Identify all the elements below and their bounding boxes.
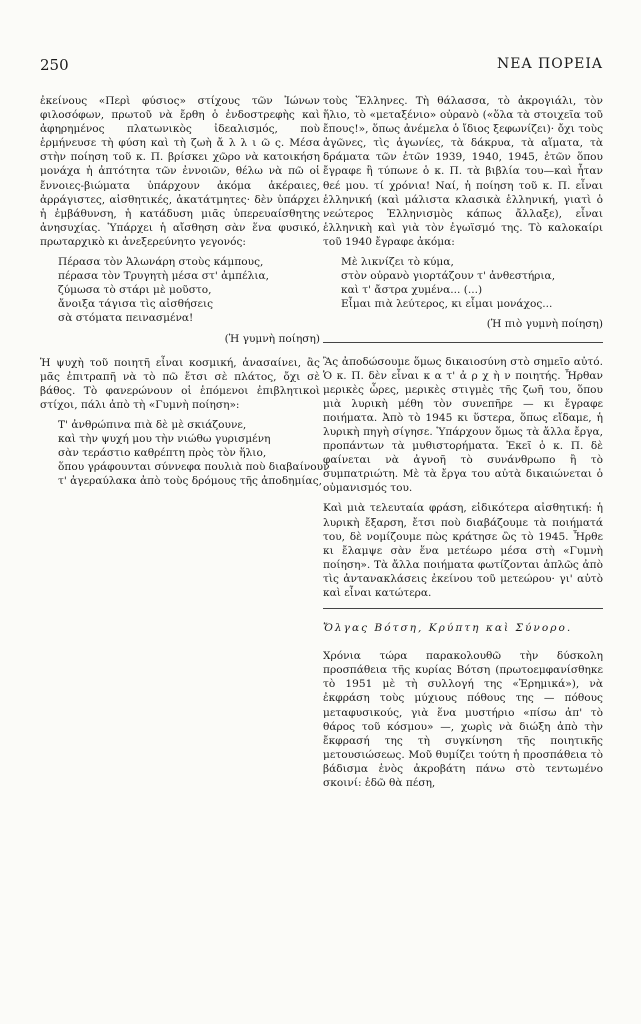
poem-line: ἄνοιξα τάγισα τὶς αἰσθήσεις bbox=[58, 298, 214, 311]
paragraph: Ἂς ἀποδώσουμε ὅμως δικαιοσύνη στὸ σημεῖο αὐτό. Ὁ κ. Π. δὲν εἶναι κ α τ' ἀ ρ χ ὴ ν ποιητής. Ἦρθαν μερικὲς ὧρες, μερικὲς στιγμὲς τῆς ζωῆ του, ὅπου μιὰ λυρικὴ μέθη τὸν συνεπῆρε — κι ἔγραφε ποιήματα. Ἀπὸ τὸ 1945 κι ὕστερα, ὅπως εἴδαμε, ἡ λυρικὴ πηγὴ σίγησε. Ὑπάρχουν ὅμως τὰ ἄλλα ἔργα, προπάντων τὰ μυθιστορήματα. Ἐκεῖ ὁ κ. Π. δὲ φαίνεται νὰ ἀγνοῆ τὸ συνάνθρωπο ἢ τὸ συμπατριώτη. Μὲ τὰ ἔργα του αὐτὰ δικαιώνεται ὁ οὑμανισμός του. bbox=[323, 355, 603, 495]
paragraph: Ἡ ψυχὴ τοῦ ποιητῆ εἶναι κοσμική, ἀνασαίνει, ἂς μᾶς ἐπιτραπῆ νὰ τὸ πῶ ἔτσι σὲ πλάτος, ὄχι σὲ βάθος. Τὸ φανερώνουν οἱ ἑπόμενοι ἐπιβλητικοὶ στίχοι, πάλι ἀπὸ τὴ «Γυμνὴ ποίηση»: bbox=[40, 356, 320, 411]
running-header bbox=[40, 56, 603, 78]
left-column bbox=[40, 94, 330, 494]
poem-line: στὸν οὐρανὸ γιορτάζουν τ' ἀνθεστήρια, bbox=[341, 270, 556, 283]
poem-line: καὶ τὴν ψυχή μου τὴν νιώθω γυρισμένη bbox=[58, 433, 271, 446]
poem-line: καὶ τ' ἄστρα χυμένα... (...) bbox=[341, 284, 483, 297]
poem-line: Μὲ λικνίζει τὸ κύμα, bbox=[341, 256, 454, 269]
divider bbox=[323, 608, 603, 609]
paragraph: Καὶ μιὰ τελευταία φράση, εἰδικότερα αἰσθητική: ἡ λυρικὴ ἔξαρση, ἔτσι ποὺ διαβάζουμε τὰ ποιήματά του, δὲ νομίζουμε πὼς κράτησε ὣς τὸ 1945. Ἦρθε κι ἔλαμψε σὰν ἕνα μετέωρο μέσα στὴ «Γυμνὴ ποίηση». Τὰ ἄλλα ποιήματα φωτίζονται ἁπλῶς ἀπὸ τὶς ἀντανακλάσεις ἐκείνου τοῦ μετεώρου· γι' αὐτὸ καὶ εἶναι κατώτερα. bbox=[323, 502, 603, 599]
poem-line: τ' ἀγεραύλακα ἀπὸ τοὺς δρόμους τῆς ἀποδημίας, bbox=[58, 475, 322, 488]
poem-line: σὰ στόματα πεινασμένα! bbox=[58, 312, 194, 325]
poem-line: Τ' ἀνθρώπινα πιὰ δὲ μὲ σκιάζουνε, bbox=[58, 418, 247, 431]
divider bbox=[323, 342, 603, 343]
poem-line: Πέρασα τὸν Ἁλωνάρη στοὺς κάμπους, bbox=[58, 256, 264, 269]
poem-excerpt bbox=[58, 255, 320, 325]
page-number: 250 bbox=[40, 56, 69, 74]
poem-excerpt bbox=[341, 255, 603, 311]
poem-line: Εἶμαι πιὰ λεύτερος, κι εἶμαι μονάχος... bbox=[341, 298, 553, 311]
review-title: Ὄλγας Βότση, Κρύπτη καὶ Σύνορο. bbox=[323, 622, 573, 635]
poem-source: (Ἡ πιὸ γυμνὴ ποίηση) bbox=[486, 318, 603, 331]
poem-excerpt bbox=[58, 418, 330, 488]
paragraph: Χρόνια τώρα παρακολουθῶ τὴν δύσκολη προσπάθεια τῆς κυρίας Βότση (πρωτοεμφανίσθηκε τὸ 1951 μὲ τὴ συλλογή της «Ἐρημικά»), νὰ ἐκφράση τοὺς μύχιους πόθους της — πόθους μεταφυσικούς, γιὰ ἕνα μυστήριο «πίσω ἀπ' τὸ θάρος τοῦ κόσμου» —, χωρὶς νὰ διώξη ἀπὸ τὴν ἔκφρασή της τὴ συγκίνηση τῆς ποιητικῆς μετουσιώσεως. Μοῦ θυμίζει τούτη ἡ προσπάθεια τὸ βάδισμα ἑνὸς ἀκροβάτη πάνω στὸ τεντωμένο σκοινί: ἐδῶ θὰ πέση, bbox=[323, 650, 603, 790]
paragraph: τοὺς Ἕλληνες. Τὴ θάλασσα, τὸ ἀκρογιάλι, τὸν ἥλιο, τὸ «μεταξένιο» οὐρανὸ («ὅλα τὰ στοιχεῖα τοῦ ἔπους!», ὅπως ἀνέμελα ὁ ἴδιος ξεφωνίζει)· ὄχι τοὺς ἀγῶνες, τὶς ἀγωνίες, τὰ δάκρυα, τὰ αἵματα, τὰ δράματα τῶν ἐτῶν 1939, 1940, 1945, ἐτῶν ὅπου ἔγραφε ἢ τύπωνε ὁ κ. Π. τὰ βιβλία του—καὶ ἦταν θεέ μου. τί χρόνια! Ναί, ἡ ποίηση τοῦ κ. Π. εἶναι ἑλληνική (καὶ μάλιστα κλασικὰ ἑλληνική, γιατὶ ὁ νεώτερος Ἑλληνισμὸς κάπως ἄλλαξε), εἶναι ἑλληνικὴ καὶ γιὰ τὸν ἐγωϊσμό της. Τὸ καλοκαίρι τοῦ 1940 ἔγραφε ἀκόμα: bbox=[323, 95, 603, 248]
journal-title: ΝΕΑ ΠΟΡΕΙΑ bbox=[497, 56, 603, 72]
paragraph: ἐκείνους «Περὶ φύσιος» στίχους τῶν Ἰώνων φιλοσόφων, πρωτοῦ νὰ ἔρθη ὁ ἐνδοστρεφὴς καὶ ἀφηρημένος πλατωνικὸς ἰδεαλισμός, ποὺ ἑρμήνευσε τὴ φύση καὶ τὴ ζωὴ ἄ λ λ ι ῶ ς. Μέσα στὴν ποίηση τοῦ κ. Π. βρίσκει χῶρο νὰ κατοικήση μονάχα ἡ ἀπτότητα τῶν ἐννοιῶν, θέλω νὰ πῶ οἱ ἔννοιες-βιώματα ὑπάρχουν ἀκόμα ἀκέραιες, ἀρράγιστες, αἰσθητικές, ἀκατάτμητες· δὲν ὑπάρχει ἡ ἐμβάθυνση, ἡ κατάδυση μιᾶς ὑπερευαίσθητης ἀνησυχίας. Ὑπάρχει ἡ αἴσθηση σὰν ἕνα φυσικό, πρωταρχικὸ κι ἀνεξερεύνητο γεγονός: bbox=[40, 95, 320, 248]
poem-line: πέρασα τὸν Τρυγητὴ μέσα στ' ἀμπέλια, bbox=[58, 270, 269, 283]
poem-line: ὅπου γράφουνται σύννεφα πουλιὰ ποὺ διαβαίνουν bbox=[58, 461, 330, 474]
poem-line: ζύμωσα τὸ στάρι μὲ μοῦστο, bbox=[58, 284, 212, 297]
poem-source: (Ἡ γυμνὴ ποίηση) bbox=[224, 332, 320, 345]
right-column bbox=[323, 94, 603, 796]
poem-line: σὰν τεράστιο καθρέπτη πρὸς τὸν ἥλιο, bbox=[58, 447, 267, 460]
